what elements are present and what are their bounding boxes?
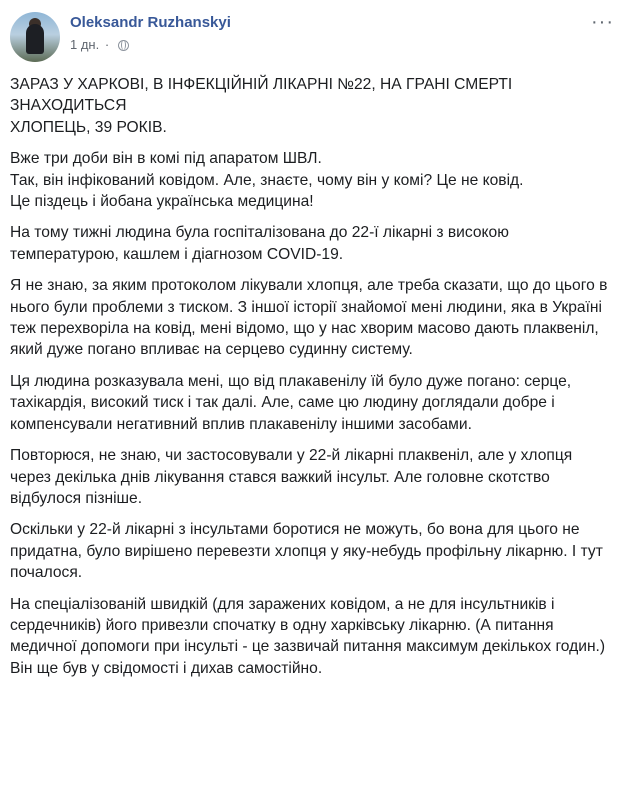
- post-paragraph-7: Оскільки у 22-й лікарні з інсультами боротися не можуть, бо вона для цього не придатна, було вирішено перевезти хлопця у яку-небудь профільну лікарню. І тут почалося.: [10, 521, 603, 582]
- post-paragraph-6: Повторюся, не знаю, чи застосовували у 22-й лікарні плаквеніл, але у хлопця через декілька днів лікування стався важкий інсульт. Але головне скотство відбулося пізніше.: [10, 447, 573, 507]
- post-paragraph-2: Вже три доби він в комі під апаратом ШВЛ. Так, він інфікований ковідом. Але, знаєте, чому він у комі? Це не ковід. Це піздець і йобана українська медицина!: [10, 150, 524, 211]
- post-meta: [70, 37, 129, 52]
- post-header: [10, 11, 614, 62]
- post-time[interactable]: 1 дн.: [70, 37, 100, 52]
- meta-separator: ·: [104, 37, 110, 52]
- more-options-icon[interactable]: ···: [591, 11, 614, 33]
- globe-icon: [118, 40, 129, 51]
- avatar-figure: [26, 24, 44, 54]
- post-paragraph-8: На спеціалізованій швидкій (для заражених ковідом, а не для інсультників і сердечників) його привезли спочатку в одну харківську лікарню. (А питання медичної допомоги при інсульті - це зазвичай питання максимум декількох годин.) Він ще був у свідомості і дихав самостійно.: [10, 595, 606, 677]
- post-paragraph-4: Я не знаю, за яким протоколом лікували хлопця, але треба сказати, що до цього в нього були проблеми з тиском. З іншої історії знайомої мені людини, яка в Україні теж перехворіла на ковід, мені відомо, що у нас хворим масово дають плаквеніл, який дуже погано впливає на серцево судинну систему.: [10, 277, 608, 359]
- post-paragraph-1: ЗАРАЗ У ХАРКОВІ, В ІНФЕКЦІЙНІЙ ЛІКАРНІ №22, НА ГРАНІ СМЕРТІ ЗНАХОДИТЬСЯ ХЛОПЕЦЬ, 39 РОКІВ.: [10, 76, 513, 136]
- post-paragraph-3: На тому тижні людина була госпіталізована до 22-ї лікарні з високою температурою, кашлем і діагнозом COVID-19.: [10, 224, 509, 263]
- post-paragraph-5: Ця людина розказувала мені, що від плакавенілу їй було дуже погано: серце, тахікардія, високий тиск і так далі. Але, саме цю людину доглядали добре і компенсували негативний вплив плакавенілу іншими засобами.: [10, 372, 572, 433]
- post-text: [10, 74, 614, 689]
- avatar[interactable]: [10, 12, 60, 62]
- author-name[interactable]: Oleksandr Ruzhanskyi: [70, 14, 231, 31]
